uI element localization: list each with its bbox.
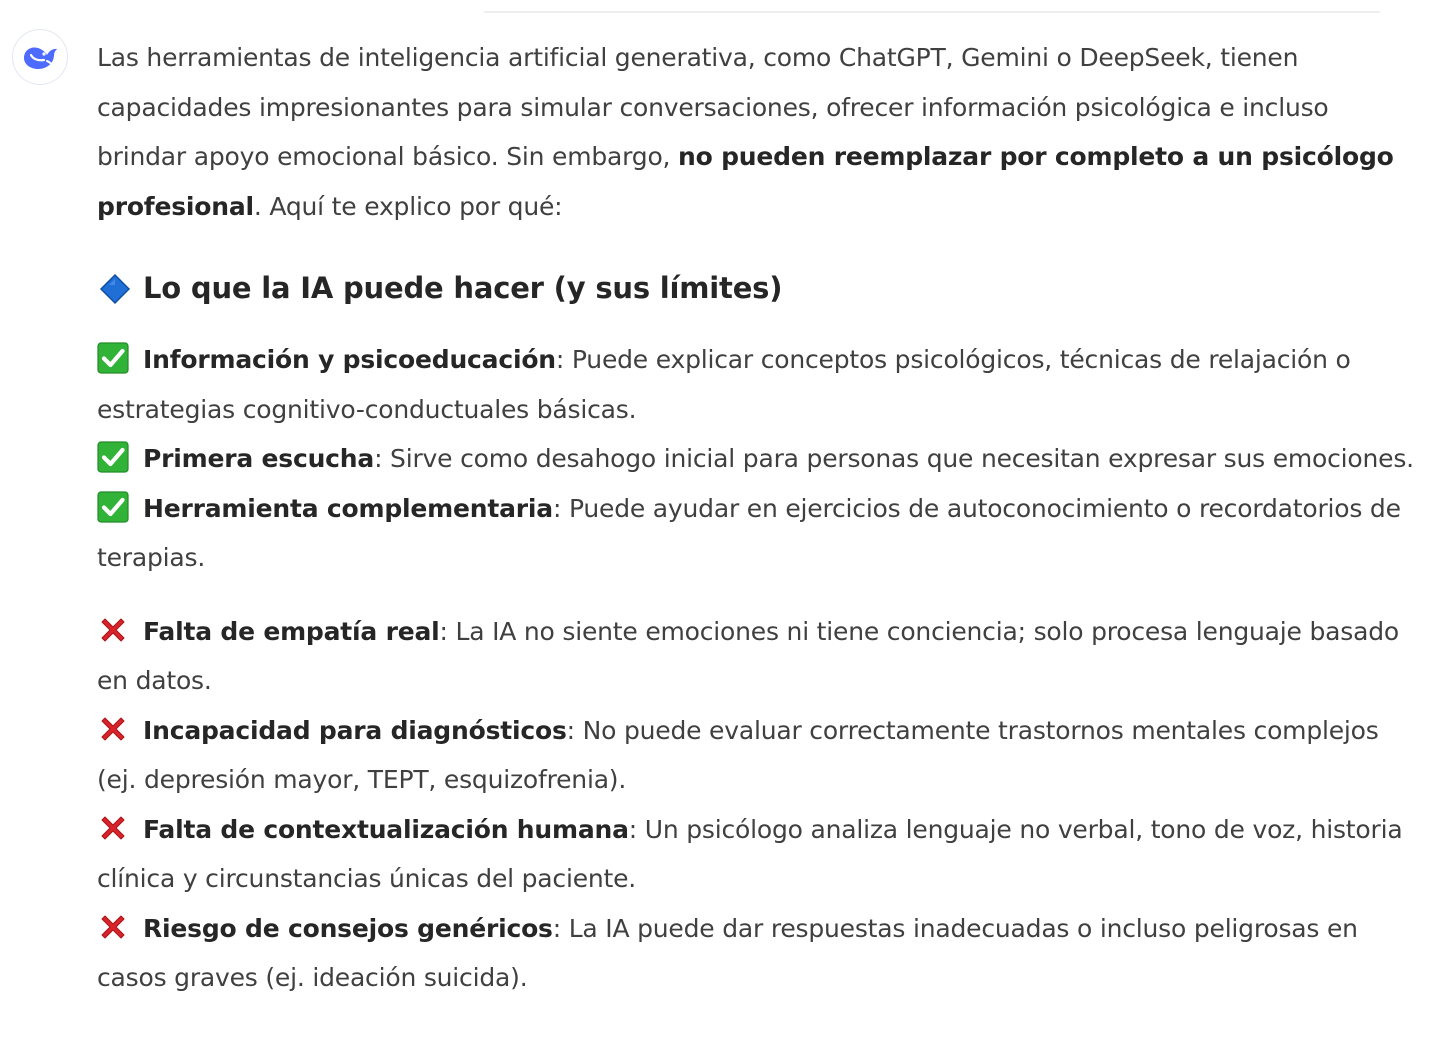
item-text: : Puede explicar conceptos psicológicos, técnicas de relajación o estrategias cognitivo-conductuales básicas. [97,345,1351,424]
intro-bold-text: no pueden reemplazar por completo a un psicólogo profesional [97,142,1394,221]
item-title: Falta de contextualización humana [143,814,629,844]
section-heading [97,264,1417,314]
item-title: Riesgo de consejos genéricos [143,913,553,943]
item-text: : La IA puede dar respuestas inadecuadas o incluso peligrosas en casos graves (ej. ideación suicida). [97,913,1358,992]
intro-text: Las herramientas de inteligencia artificial generativa, como ChatGPT, Gemini o DeepSeek, tienen capacidades impresionantes para simular conversaciones, ofrecer información psicológica e incluso brindar apoyo emocional básico. Sin embargo, [97,43,1329,171]
cross-mark-icon [97,811,129,843]
item-text: : Sirve como desahogo inicial para personas que necesitan expresar sus emociones. [374,444,1414,473]
cross-mark-icon [97,613,129,645]
list-item-cannot-do-1 [97,607,1417,706]
item-title: Herramienta complementaria [143,493,553,523]
top-divider [484,11,1380,13]
list-item-can-do-1 [97,335,1417,434]
cross-mark-icon [97,712,129,744]
list-item-can-do-2 [97,434,1417,484]
cross-mark-icon [97,910,129,942]
list-item-cannot-do-2 [97,706,1417,805]
check-mark-button-icon [97,440,129,472]
list-item-cannot-do-4 [97,904,1417,1003]
deepseek-whale-icon [20,41,60,73]
item-text: : No puede evaluar correctamente trastornos mentales complejos (ej. depresión mayor, TEPT, esquizofrenia). [97,715,1379,794]
assistant-message [97,33,1417,1003]
blue-diamond-icon [97,271,133,307]
intro-paragraph [97,33,1417,231]
item-title: Falta de empatía real [143,616,440,646]
item-text: : Un psicólogo analiza lenguaje no verbal, tono de voz, historia clínica y circunstancias únicas del paciente. [97,814,1403,893]
list-item-can-do-3 [97,484,1417,583]
item-text: : La IA no siente emociones ni tiene conciencia; solo procesa lenguaje basado en datos. [97,616,1399,695]
item-title: Primera escucha [143,444,375,473]
intro-text-end: . Aquí te explico por qué: [253,191,563,221]
list-gap [97,583,1417,607]
assistant-avatar [12,29,68,85]
section-heading-text: Lo que la IA puede hacer (y sus límites) [143,271,783,306]
item-title: Información y psicoeducación [143,345,556,374]
item-title: Incapacidad para diagnósticos [143,715,567,745]
list-item-cannot-do-3 [97,805,1417,904]
item-text: : Puede ayudar en ejercicios de autoconocimiento o recordatorios de terapias. [97,493,1401,572]
check-mark-button-icon [97,341,129,373]
check-mark-button-icon [97,490,129,522]
